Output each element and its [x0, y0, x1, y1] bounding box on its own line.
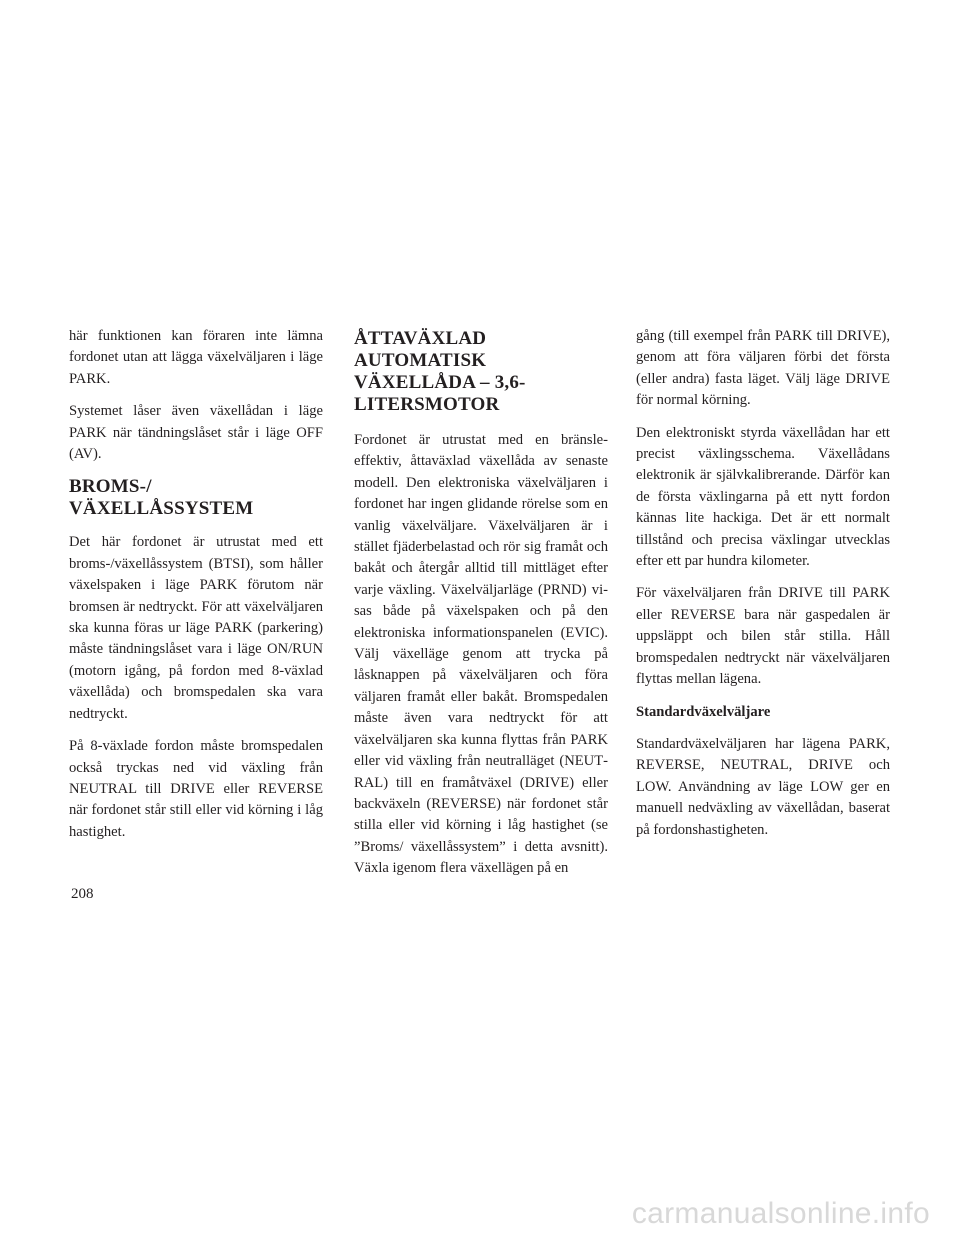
paragraph-transmission-lock: Systemet låser även växellådan i läge PARK när tändningslåset står i läge OFF (AV). [69, 403, 323, 463]
paragraph-park-function: här funktionen kan föraren inte lämna fordonet utan att lägga växelväljaren i läge PARK. [69, 328, 323, 387]
paragraph-btsi-description: Det här fordonet är utrustat med ett broms-/växellåssystem (BTSI), som håller växelspaken i läge PARK förutom när bromsen är nedtryckt. För att växelväljaren ska kunna föras ur läge PARK (parkering) måste tändningslåset vara i läge ON/RUN (motorn igång, på fordon med 8-växlad växellåda) och bromspedalen ska vara nedtryckt. [69, 534, 323, 722]
watermark-text: carmanualsonline.info [631, 1197, 930, 1230]
paragraph-park-reverse-shift: För växelväljaren från DRIVE till PARK eller REVERSE bara när gaspedalen är uppsläppt och bilen står stilla. Håll bromspedalen nedtryckt när växelväljaren flyttas mellan lägena. [636, 585, 890, 688]
heading-brake-shift-interlock: BROMS-/ VÄXELLÅSSYSTEM [69, 476, 254, 520]
paragraph-electronic-shifter: Fordonet är utrustat med en bränsleeffektiv, åttaväxlad växellåda av senaste modell. Den elektroniska växelväljaren i fordonet har ingen glidande rörelse som en vanlig växelväljare. Växelväljaren är i stället fjäderbelastad och rör sig framåt och bakåt och återgår alltid till mittläget efter varje växling. Växelväljarläge (PRND) visas både på växelspaken och på den elektroniska informationspanelen (EVIC). Välj växelläge genom att trycka på låsknappen på växelväljaren och föra väljaren framåt eller bakåt. Bromspedalen måste även vara nedtryckt för att växelväljaren ska kunna flyttas från PARK eller vid växling från neutralläget (NEUTRAL) till en framåtväxel (DRIVE) eller backväxeln (REVERSE) när fordonet står stilla eller vid körning i låg hastighet (se ”Broms/ växellåssystem” i detta avsnitt). Växla igenom flera växellägen på en [354, 432, 608, 877]
paragraph-8-speed-brake: På 8-växlade fordon måste bromspedalen också tryckas ned vid växling från NEUTRAL till DRIVE eller REVERSE när fordonet står still eller vid körning i låg hastighet. [69, 738, 323, 840]
paragraph-standard-shifter-positions: Standardväxelväljaren har lägena PARK, REVERSE, NEUTRAL, DRIVE och LOW. Användning av läge LOW ger en manuell nedväxling av växellådan, baserat på fordonshastigheten. [636, 735, 890, 838]
paragraph-electronic-control: Den elektroniskt styrda växellådan har ett precist växlingsschema. Växellådans elektronik är självkalibrerande. Därför kan de första växlingarna på ett nytt fordon kännas lite hackiga. Det är ett normalt tillstånd och precisa växlingar utvecklas efter ett par hundra kilometer. [636, 424, 890, 570]
column-middle [354, 328, 608, 891]
column-left [69, 326, 323, 854]
page-number: 208 [71, 886, 94, 902]
subheading-standard-shifter: Standardväxelväljare [636, 703, 771, 720]
heading-eight-speed-transmission: ÅTTAVÄXLAD AUTOMATISK VÄXELLÅDA – 3,6-LITERSMOTOR [354, 328, 526, 415]
paragraph-shift-through-gears: gång (till exempel från PARK till DRIVE), genom att föra väljaren förbi det första (eller andra) fasta läget. Välj läge DRIVE för normal körning. [636, 328, 890, 409]
column-right [636, 326, 890, 852]
